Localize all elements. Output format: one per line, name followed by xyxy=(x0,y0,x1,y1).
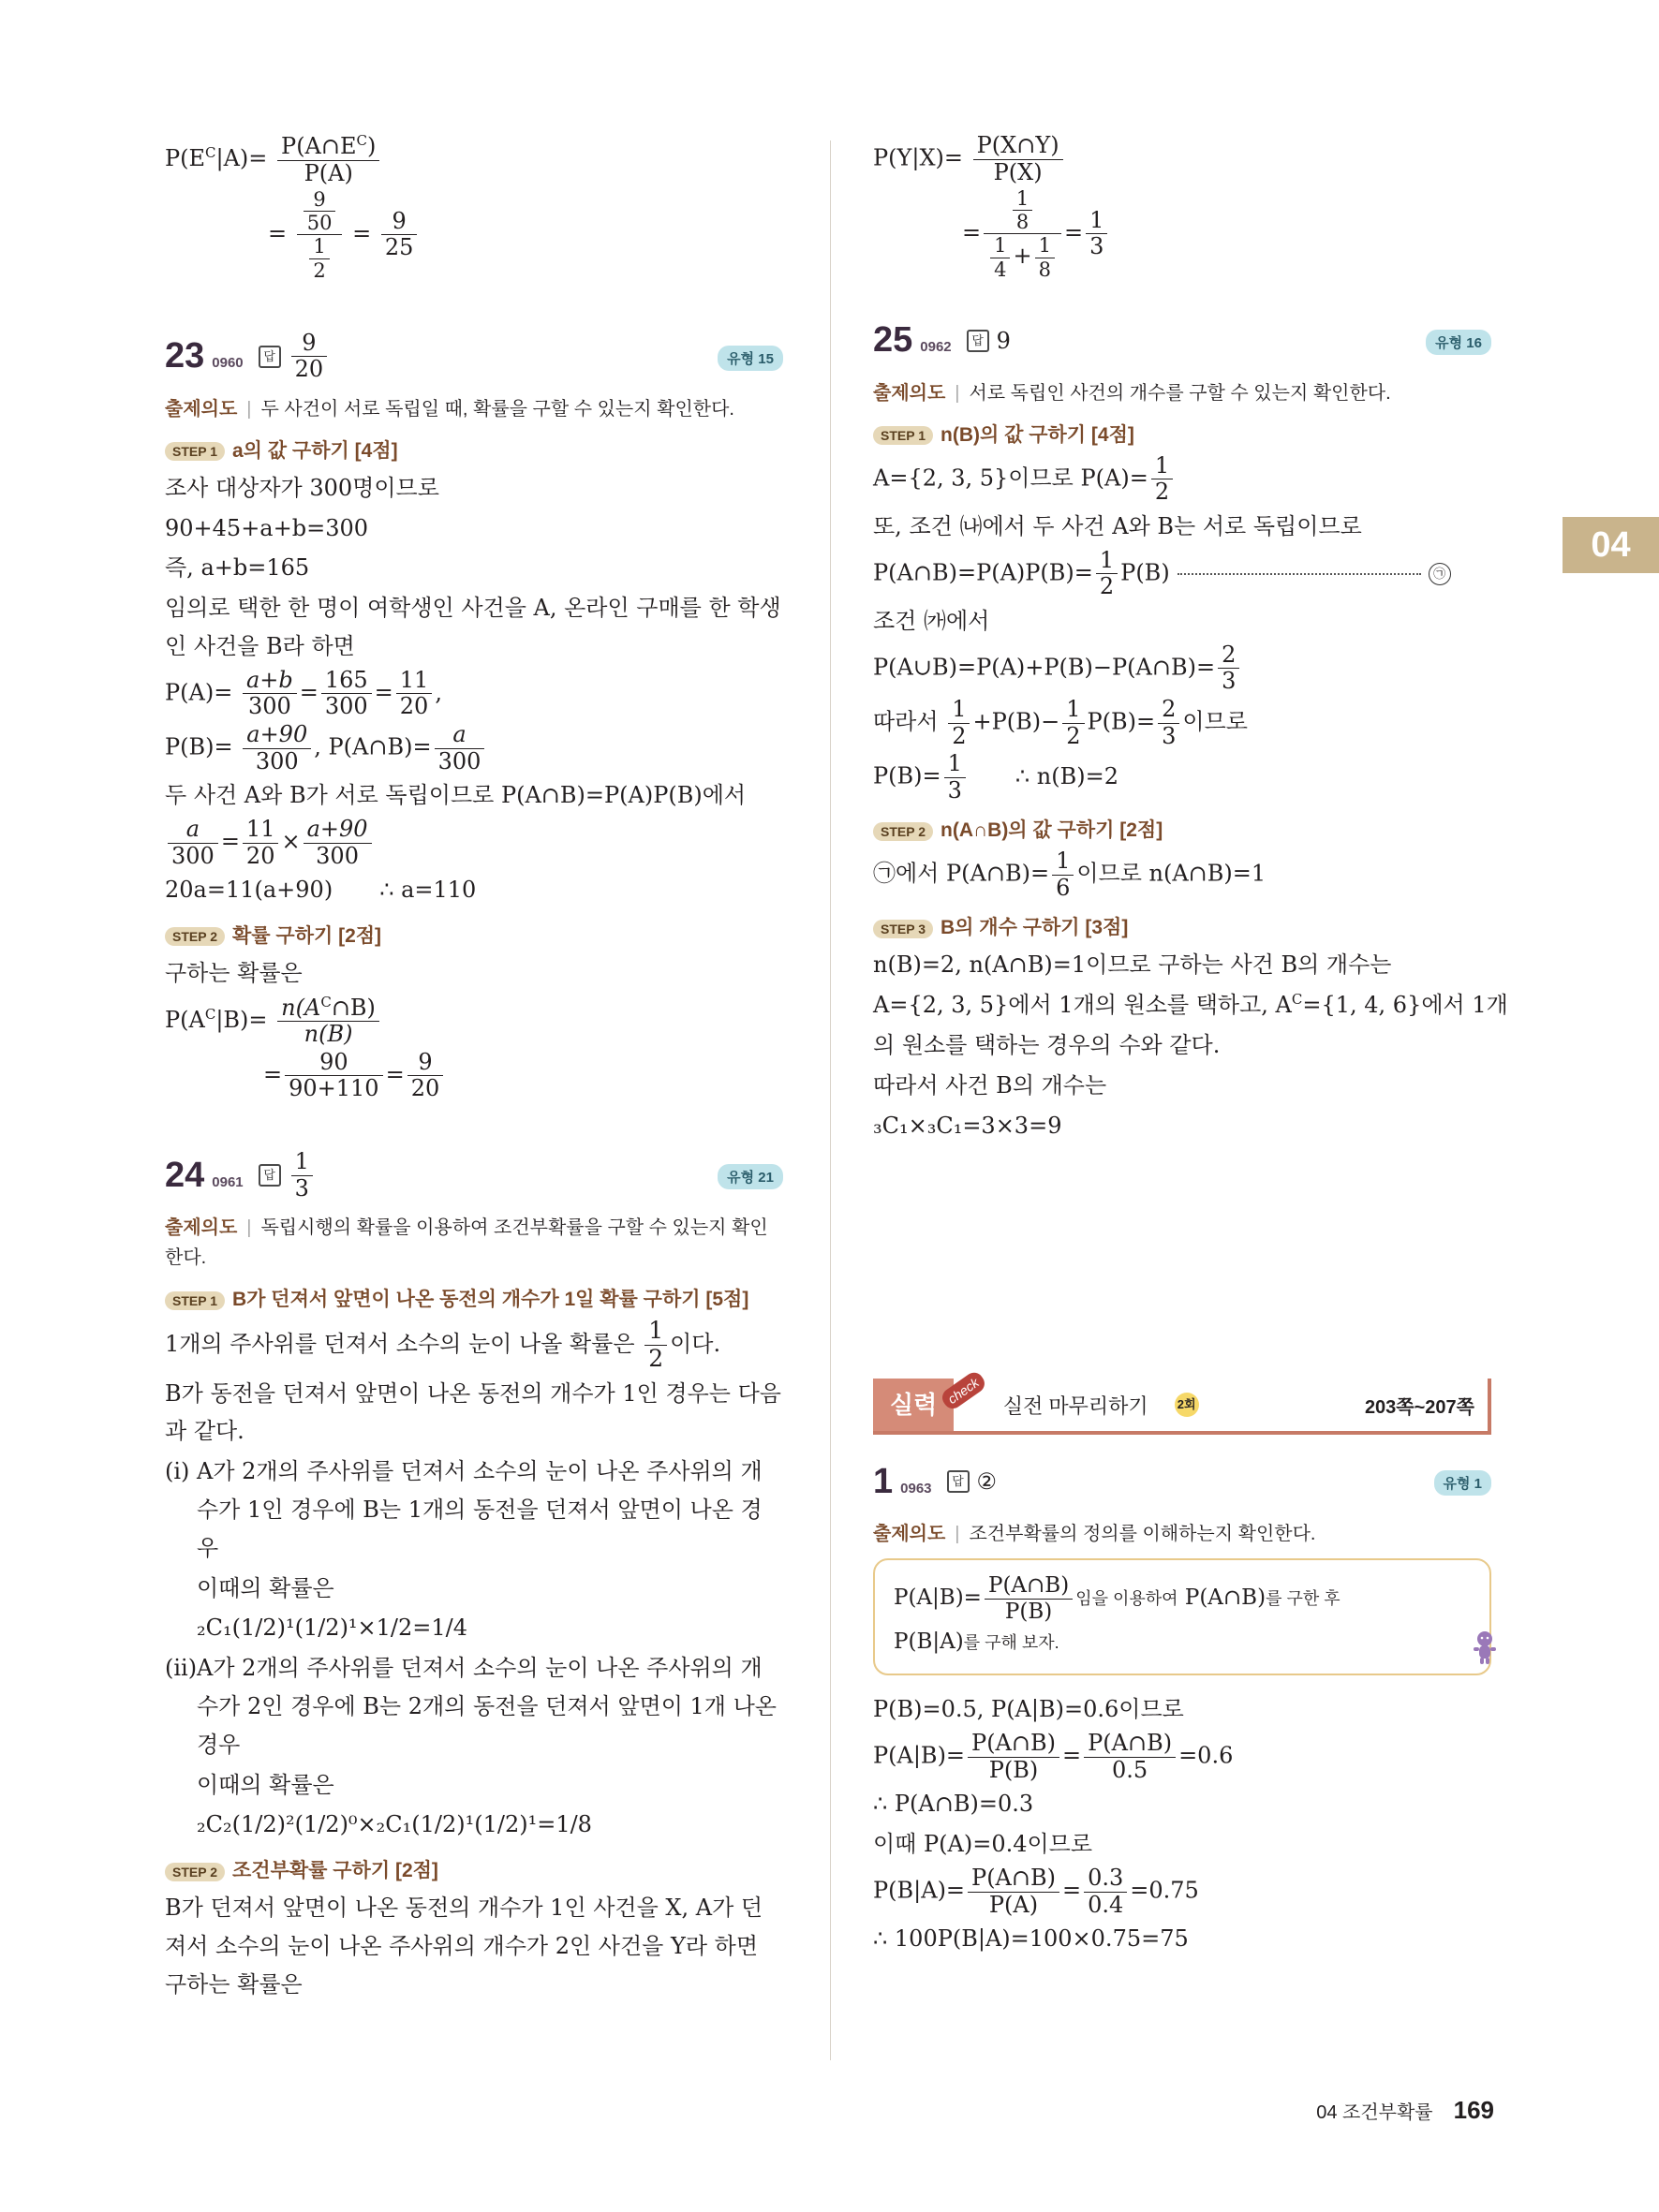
expr: P(B)= xyxy=(165,733,233,760)
frac-den: 300 xyxy=(437,747,481,774)
text-line: 구하는 확률은 xyxy=(165,959,303,986)
problem-code: 0960 xyxy=(212,355,244,372)
frac-den: 20 xyxy=(399,693,429,720)
equation-pb xyxy=(165,722,783,774)
frac-den: 6 xyxy=(1056,874,1071,901)
equation: +P(B)− xyxy=(972,708,1060,735)
frac-sup: C xyxy=(320,993,332,1010)
frac-den: 0.5 xyxy=(1112,1756,1148,1783)
answer-icon: 답 xyxy=(259,1164,281,1187)
equation: 20a=11(a+90) xyxy=(165,877,333,904)
banner-round: 2회 xyxy=(1175,1393,1199,1417)
frac-den: P(X) xyxy=(993,158,1043,185)
case-ii xyxy=(165,1649,783,1763)
frac-num: 1 xyxy=(291,1149,313,1176)
frac-num: 1 xyxy=(1062,697,1084,724)
footer-chapter: 04 조건부확률 xyxy=(1316,2102,1433,2123)
superscript: C xyxy=(1291,991,1303,1009)
problem-23: 23 0960 답 $\frac{9}{20}$ 유형 15 출제의도 | 두 사건이 서로 독립일 때, 확률을 구할 수 있는지 확인한다. STEP 1 a의 값 구하기 [4점] 조사 대상자가 300명이므로 90+45+a+b=300 즉, a+b=165 임의로 택한 한 명이 여학생인 사건을 A, 온라인 구매를 한 학생인 사건을 B라 하면 P(A)= $\frac{a+b}{300}$ = $\frac{165}{300}$ = $\frac{11}{20}$ , P(B)= $\frac{a+90}{300}$ , P(A∩B)= $\frac{a}{300}$ 두 사건 A와 B가 서로 독립이므로 P(A∩B)=P(A)P(B)에서 $\frac{a}{300}$ = $\frac{11}{20}$ × $\frac{a+90}{300}$ 20a=11(a+90) ∴ a=110 STEP 2 확률 구하기 [2점] 구하는 확률은 $P(A^C|B)=$ $\frac{n(A^C\cap B)}{n(B)}$ = $\frac{90}{90+110}$ = $\frac{9}{20}$ xyxy=(165,329,783,1102)
frac-den: 2 xyxy=(1066,722,1081,749)
text-line: ={1, 4, 6}에서 1개 xyxy=(1302,992,1508,1019)
answer-icon: 답 xyxy=(947,1470,970,1493)
frac-den: 2 xyxy=(313,258,326,282)
frac-num: 1 xyxy=(1035,234,1055,258)
text-line: 따라서 사건 B의 개수는 xyxy=(873,1071,1107,1099)
step-2 xyxy=(873,815,1491,843)
frac-num: P(X∩Y) xyxy=(973,133,1063,160)
expr: P(A xyxy=(165,1006,205,1033)
frac-den: 50 xyxy=(306,212,333,235)
intent xyxy=(873,1519,1491,1549)
frac-den: 25 xyxy=(384,234,414,261)
text-line: 의 원소를 택하는 경우의 수와 같다. xyxy=(873,1032,1221,1059)
equation: ₂C₂(1/2)²(1/2)⁰×₂C₁(1/2)¹(1/2)¹=1/8 xyxy=(197,1811,592,1838)
case-label: (ii) xyxy=(165,1655,198,1682)
problem-code: 0963 xyxy=(900,1480,932,1497)
step-title: B가 던져서 앞면이 나온 동전의 개수가 1일 확률 구하기 [5점] xyxy=(232,1289,749,1311)
frac-den: 300 xyxy=(171,842,215,869)
step-1 xyxy=(165,1284,783,1312)
section-banner xyxy=(873,1375,1491,1435)
fraction xyxy=(277,133,379,186)
frac-den: 2 xyxy=(648,1344,664,1372)
frac-num: P(A∩B) xyxy=(985,1573,1073,1599)
expr: P(A|B)= xyxy=(873,1742,966,1769)
frac-den: 20 xyxy=(410,1075,440,1102)
text-line: 이때의 확률은 xyxy=(197,1771,334,1798)
problem-25 xyxy=(873,313,1508,1145)
step-title: 조건부확률 구하기 [2점] xyxy=(232,1860,438,1882)
step-title: n(B)의 값 구하기 [4점] xyxy=(941,423,1134,446)
type-badge: 유형 1 xyxy=(1434,1470,1492,1496)
intent-label: 출제의도 xyxy=(165,1217,238,1239)
equation-independence: $\frac{a}{300}$ = $\frac{11}{20}$ × $\frac{a+90}{300}$ xyxy=(165,817,783,869)
expr: , P(A∩B)= xyxy=(314,733,432,760)
frac-num: 1 xyxy=(1151,453,1173,480)
expr: |A)= xyxy=(215,145,268,172)
equation: ∴ P(A∩B)=0.3 xyxy=(873,1791,1034,1818)
frac-num: 9 xyxy=(381,209,418,236)
eq-sign: = xyxy=(268,220,288,247)
answer-value: 9 xyxy=(996,327,1011,354)
frac-num: 9 xyxy=(291,331,328,358)
frac-den: 0.4 xyxy=(1088,1891,1124,1918)
frac-num: 2 xyxy=(1158,697,1179,724)
intent-separator: | xyxy=(955,1524,960,1545)
equation: P(A∩B)=P(A)P(B)= xyxy=(873,559,1093,586)
frac-den: 8 xyxy=(1038,258,1051,281)
intent-label: 출제의도 xyxy=(873,382,946,404)
frac-num: 1 xyxy=(990,234,1010,258)
step-badge: STEP 2 xyxy=(165,927,225,946)
step-title: B의 개수 구하기 [3점] xyxy=(941,917,1129,939)
expr: =0.75 xyxy=(1130,1877,1199,1904)
step-title: a의 값 구하기 [4점] xyxy=(232,439,398,462)
column-divider xyxy=(830,140,831,2060)
page-footer xyxy=(1316,2096,1494,2125)
equation: ₂C₁(1/2)¹(1/2)¹×1/2=1/4 xyxy=(197,1615,468,1642)
equation: 이므로 n(A∩B)=1 xyxy=(1076,860,1266,887)
frac-num: 1 xyxy=(644,1318,667,1346)
equation: ∴ 100P(B|A)=100×0.75=75 xyxy=(873,1925,1189,1953)
frac-den: P(B) xyxy=(988,1756,1039,1783)
hint-box xyxy=(873,1558,1491,1675)
frac-den: 300 xyxy=(255,747,299,774)
case-i xyxy=(165,1453,783,1567)
step-badge: STEP 3 xyxy=(873,920,933,938)
equation: 즉, a+b=165 xyxy=(165,554,310,582)
step-3 xyxy=(873,912,1491,940)
step-badge: STEP 1 xyxy=(165,442,225,461)
answer-value xyxy=(291,331,328,383)
chapter-tab: 04 xyxy=(1563,517,1659,573)
problem-number: 25 xyxy=(873,320,913,361)
circled-mark: ㉠ xyxy=(1429,563,1451,585)
text-line: 이므로 xyxy=(1182,708,1248,735)
banner-check-tag: check xyxy=(939,1370,987,1413)
intent-separator: | xyxy=(246,1217,252,1239)
compound-fraction xyxy=(984,187,1061,281)
left-column xyxy=(165,131,783,2006)
frac-num: 1 xyxy=(309,235,329,258)
frac-num: 0.3 xyxy=(1084,1865,1127,1893)
eq-sign: = xyxy=(352,220,372,247)
hint-text: 를 구해 보자. xyxy=(963,1633,1059,1653)
equation: ∴ a=110 xyxy=(379,877,477,904)
frac-den: 4 xyxy=(994,258,1007,281)
frac-num: 9 xyxy=(407,1050,444,1077)
banner-title: 실전 마무리하기 xyxy=(1002,1394,1148,1418)
intent-separator: | xyxy=(955,382,960,404)
frac-num: 2 xyxy=(1218,642,1239,670)
hint-text: 임을 이용하여 xyxy=(1075,1589,1178,1609)
type-badge: 유형 21 xyxy=(718,1164,783,1189)
equation: ㉠에서 P(A∩B)= xyxy=(873,860,1050,887)
compound-fraction xyxy=(297,188,343,282)
text-line: 이때의 확률은 xyxy=(197,1574,334,1601)
intent-label: 출제의도 xyxy=(165,398,238,420)
frac-den: 300 xyxy=(324,693,368,720)
frac-den: 8 xyxy=(1015,211,1029,234)
intent xyxy=(165,1213,783,1273)
equation: P(A∪B)=P(A)+P(B)−P(A∩B)= xyxy=(873,654,1216,681)
equation: ∴ n(B)=2 xyxy=(1015,762,1119,789)
frac-num: P(A∩B) xyxy=(968,1731,1059,1758)
equation-result xyxy=(165,995,783,1048)
frac-den: 3 xyxy=(1089,233,1104,260)
frac-num: P(A∩B) xyxy=(1084,1731,1176,1758)
fraction xyxy=(381,209,418,261)
frac-sup: C xyxy=(356,132,368,149)
frac-den: P(A) xyxy=(304,159,353,186)
problem-number: 1 xyxy=(873,1461,894,1501)
times-sign: × xyxy=(281,828,301,855)
text-line: 조건 ㈎에서 xyxy=(873,607,990,634)
frac-den: 90+110 xyxy=(289,1075,379,1102)
equation: A={2, 3, 5}이므로 P(A)= xyxy=(873,465,1148,492)
frac-num-end: ∩B) xyxy=(331,994,376,1021)
frac-num: 1 xyxy=(1096,548,1118,575)
frac-den: 2 xyxy=(1099,573,1115,600)
frac-num: 11 xyxy=(243,817,279,844)
text-line: 따라서 xyxy=(873,708,939,735)
step-badge: STEP 1 xyxy=(873,426,933,445)
dotted-leader xyxy=(1178,573,1421,575)
step-badge: STEP 1 xyxy=(165,1291,225,1310)
frac-den: P(B) xyxy=(1004,1599,1053,1624)
step-1 xyxy=(873,420,1491,448)
equation: 이때 P(A)=0.4이므로 xyxy=(873,1831,1093,1858)
intent-text: 서로 독립인 사건의 개수를 구할 수 있는지 확인한다. xyxy=(969,382,1391,404)
frac-num: a xyxy=(168,817,218,844)
text-line: 두 사건 A와 B가 서로 독립이므로 P(A∩B)=P(A)P(B)에서 xyxy=(165,782,747,809)
step-2 xyxy=(165,1855,783,1883)
problem-1: 1 0963 답 ② 유형 1 출제의도 | 조건부확률의 정의를 이해하는지 확인한다. P(A|B)= $\frac{P(A\cap B)}{P(B)}$ 임을 이용하여 P(A∩B)를 구한 후 P(B|A)를 구해 보자. P(B)=0.5, P(A|B)=0.6이므로 P(A|B)= $\frac{P(A\cap B)}{P(B)}$ = $\frac{P(A\cap B)}{0.5}$ =0.6 ∴ P(A∩B)=0.3 이때 P(A)=0.4이므로 P(B|A)= $\frac{P(A\cap B)}{P(A)}$ = $\frac{0.3}{0.4}$ =0.75 ∴ 100P(B|A)=100×0.75=75 xyxy=(873,1453,1491,1958)
expr: P(A|B)= xyxy=(894,1585,982,1611)
frac-num: 9 xyxy=(304,188,336,212)
intent xyxy=(165,394,783,424)
frac-num-end: ) xyxy=(367,133,377,159)
frac-den: 2 xyxy=(952,722,967,749)
intent-text: 두 사건이 서로 독립일 때, 확률을 구할 수 있는지 확인한다. xyxy=(260,398,734,420)
text-line: 조사 대상자가 300명이므로 xyxy=(165,474,439,501)
frac-num: a+b xyxy=(243,668,297,695)
text-line: 또, 조건 ㈏에서 두 사건 A와 B는 서로 독립이므로 xyxy=(873,512,1362,539)
top-calc-right: P(Y|X)= $\frac{P(X\cap Y)}{P(X)}$ = $\frac{1}{8}$ $\frac{1}{4}$ + $\frac{1}{8}$ = $\frac{1}{3}$ xyxy=(873,133,1491,281)
frac-den: 300 xyxy=(316,842,359,869)
top-calc-left xyxy=(165,133,783,282)
text-line: 이다. xyxy=(670,1330,721,1357)
answer-value: ② xyxy=(976,1468,998,1496)
frac-num: 1 xyxy=(1086,208,1107,235)
expr: P(A∩B) xyxy=(1184,1585,1266,1611)
problem-code: 0961 xyxy=(212,1173,244,1190)
frac-den: 2 xyxy=(1154,479,1170,506)
frac-num: a+90 xyxy=(243,722,311,749)
plus-sign: + xyxy=(1013,243,1032,270)
equation: ₃C₁×₃C₁=3×3=9 xyxy=(873,1112,1062,1139)
text-line: 임의로 택한 한 명이 여학생인 사건을 A, 온라인 구매를 한 학생인 사건을 B라 하면 xyxy=(165,595,781,659)
step-title: 확률 구하기 [2점] xyxy=(232,924,382,947)
frac-num: 90 xyxy=(285,1050,382,1077)
expr: P(Y|X)= xyxy=(873,144,963,171)
frac-num: 1 xyxy=(1013,187,1032,211)
expr-sup: C xyxy=(205,144,216,162)
expr: =0.6 xyxy=(1178,1742,1234,1769)
case-text: A가 2개의 주사위를 던져서 소수의 눈이 나온 주사위의 개수가 1인 경우에 B는 1개의 동전을 던져서 앞면이 나온 경우 xyxy=(197,1458,763,1561)
frac-den: 300 xyxy=(247,693,291,720)
equation: P(B) xyxy=(1120,559,1170,586)
frac-den: 20 xyxy=(245,842,275,869)
type-badge: 유형 15 xyxy=(718,346,783,371)
right-column xyxy=(873,131,1508,1960)
frac-num: 165 xyxy=(321,668,372,695)
expr: |B)= xyxy=(215,1006,268,1033)
text-line: n(B)=2, n(A∩B)=1이므로 구하는 사건 B의 개수는 xyxy=(873,951,1392,979)
case-text: A가 2개의 주사위를 던져서 소수의 눈이 나온 주사위의 개수가 2인 경우에 B는 2개의 동전을 던져서 앞면이 1개 나온 경우 xyxy=(197,1655,777,1758)
problem-number: 23 xyxy=(165,336,205,376)
case-label: (i) xyxy=(165,1458,190,1485)
step-badge: STEP 2 xyxy=(165,1863,225,1881)
answer-icon: 답 xyxy=(259,346,281,368)
expr-sup: C xyxy=(204,1005,216,1023)
step-badge: STEP 2 xyxy=(873,822,933,841)
frac-den: 3 xyxy=(1222,668,1237,695)
intent-label: 출제의도 xyxy=(873,1524,946,1545)
frac-den: P(A) xyxy=(988,1891,1039,1918)
answer-icon: 답 xyxy=(967,330,989,352)
frac-den: n(B) xyxy=(304,1021,353,1048)
text-line: B가 던져서 앞면이 나온 동전의 개수가 1인 사건을 X, A가 던져서 소수의 눈이 나온 주사위의 개수가 2인 사건을 Y라 하면 구하는 확률은 xyxy=(165,1895,763,1998)
mascot-icon xyxy=(1471,1629,1499,1666)
text-line: 1개의 주사위를 던져서 소수의 눈이 나올 확률은 xyxy=(165,1330,635,1357)
equation: P(B)= xyxy=(1087,708,1156,735)
equation: P(B)= xyxy=(873,762,941,789)
text-line: B가 동전을 던져서 앞면이 나온 동전의 개수가 1인 경우는 다음과 같다. xyxy=(165,1379,781,1445)
frac-num: 11 xyxy=(396,668,433,695)
frac-den: 3 xyxy=(947,776,962,804)
expr: P(E xyxy=(165,145,206,172)
intent-text: 조건부확률의 정의를 이해하는지 확인한다. xyxy=(969,1524,1316,1545)
type-badge: 유형 16 xyxy=(1426,330,1491,355)
intent-text: 독립시행의 확률을 이용하여 조건부확률을 구할 수 있는지 확인한다. xyxy=(165,1217,768,1269)
banner-label: 실력 xyxy=(873,1379,954,1431)
hint-text: 를 구한 후 xyxy=(1266,1589,1341,1609)
frac-num: a+90 xyxy=(304,817,372,844)
problem-24 xyxy=(165,1147,783,2003)
frac-den: 3 xyxy=(1162,722,1177,749)
expr: P(B|A) xyxy=(894,1630,964,1655)
intent xyxy=(873,378,1491,408)
page-number: 169 xyxy=(1453,2096,1494,2124)
problem-number: 24 xyxy=(165,1155,205,1195)
step-title: n(A∩B)의 값 구하기 [2점] xyxy=(941,819,1163,842)
expr: P(B|A)= xyxy=(873,1877,966,1904)
intent-separator: | xyxy=(246,398,252,420)
equation: P(B)=0.5, P(A|B)=0.6이므로 xyxy=(873,1696,1184,1723)
frac-num: a xyxy=(435,722,485,749)
frac-den: 20 xyxy=(294,356,324,383)
step-2 xyxy=(165,921,783,949)
expr: P(A)= xyxy=(165,679,233,706)
banner-pages: 203쪽~207쪽 xyxy=(1364,1396,1474,1418)
frac-num: n(A xyxy=(281,994,321,1021)
equation-pa: P(A)= $\frac{a+b}{300}$ = $\frac{165}{300}$ = $\frac{11}{20}$ , xyxy=(165,666,442,720)
frac-num: 1 xyxy=(1052,848,1074,876)
frac-num: 1 xyxy=(944,751,966,778)
answer-value xyxy=(291,1149,313,1202)
problem-code: 0962 xyxy=(920,339,952,356)
frac-num: P(A∩B) xyxy=(968,1865,1059,1893)
text-line: A={2, 3, 5}에서 1개의 원소를 택하고, A xyxy=(873,992,1292,1019)
equation: 90+45+a+b=300 xyxy=(165,514,368,541)
frac-num: 1 xyxy=(948,697,970,724)
step-1 xyxy=(165,435,783,464)
frac-num: P(A∩E xyxy=(281,133,357,159)
frac-den: 3 xyxy=(294,1174,309,1202)
